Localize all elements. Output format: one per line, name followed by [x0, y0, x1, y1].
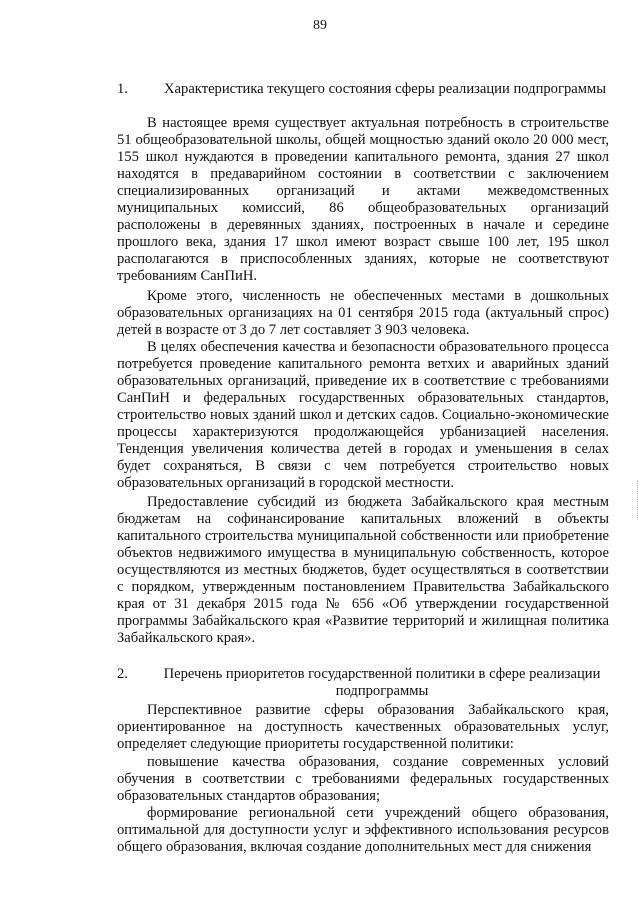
section-2-number: 2.: [117, 666, 128, 682]
section-2-heading: [117, 666, 607, 700]
section-2-paragraph-3: формирование региональной сети учреждений общего образования, оптимальной для доступности услуг и эффективного использования ресурсов общего образования, включая создание дополнительных мест для снижения: [117, 805, 609, 855]
section-2-title: Перечень приоритетов государственной политики в сфере реализации подпрограммы: [163, 666, 601, 699]
section-1-paragraph-1: В настоящее время существует актуальная потребность в строительстве 51 общеобразовательной школы, общей мощностью зданий около 20 000 мест, 155 школ нуждаются в проведении капитального ремонта, здания 27 школ находятся в предаварийном состоянии в соответствии с заключением специализированных организаций и актами межведомственных муниципальных комиссий, 86 общеобразовательных организаций расположены в деревянных зданиях, построенных в начале и середине прошлого века, здания 17 школ имеют возраст свыше 100 лет, 195 школ располагаются в приспособленных зданиях, которые не соответствуют требованиям СанПиН.: [117, 115, 609, 284]
section-1-paragraph-2: Кроме этого, численность не обеспеченных местами в дошкольных образовательных организациях на 01 сентября 2015 года (актуальный спрос) детей в возрасте от 3 до 7 лет составляет 3 903 человека.: [117, 288, 609, 338]
section-1-heading: [117, 81, 607, 98]
page-number: 89: [313, 18, 327, 33]
section-1-paragraph-3: В целях обеспечения качества и безопасности образовательного процесса потребуется проведение капитального ремонта ветхих и аварийных зданий образовательных организаций, приведение их в соответствие с требованиями СанПиН и федеральных государственных образовательных стандартов, строительство новых зданий школ и детских садов. Социально-экономические процессы характеризуются продолжающейся урбанизацией населения. Тенденция увеличения количества детей в городах и уменьшения в селах будет сохраняться, В связи с чем потребуется строительство новых образовательных организаций в городской местности.: [117, 339, 609, 491]
section-2-paragraph-1: Перспективное развитие сферы образования Забайкальского края, ориентированное на доступность качественных образовательных услуг, определяет следующие приоритеты государственной политики:: [117, 702, 609, 752]
section-2-paragraph-2: повышение качества образования, создание современных условий обучения в соответствии с требованиями федеральных государственных образовательных стандартов образования;: [117, 754, 609, 804]
section-1-number: 1.: [117, 81, 128, 97]
section-1-paragraph-4: Предоставление субсидий из бюджета Забайкальского края местным бюджетам на софинансирование капитальных вложений в объекты капитального строительства муниципальной собственности или приобретение объектов недвижимого имущества в муниципальную собственность, которое осуществляются из местных бюджетов, будет осуществляться в соответствии с порядком, утвержденным постановлением Правительства Забайкальского края от 31 декабря 2015 года № 656 «Об утверждении государственной программы Забайкальского края «Развитие территорий и жилищная политика Забайкальского края».: [117, 494, 609, 646]
section-1-title: Характеристика текущего состояния сферы реализации подпрограммы: [164, 81, 607, 97]
scan-edge-mark: [634, 480, 638, 520]
